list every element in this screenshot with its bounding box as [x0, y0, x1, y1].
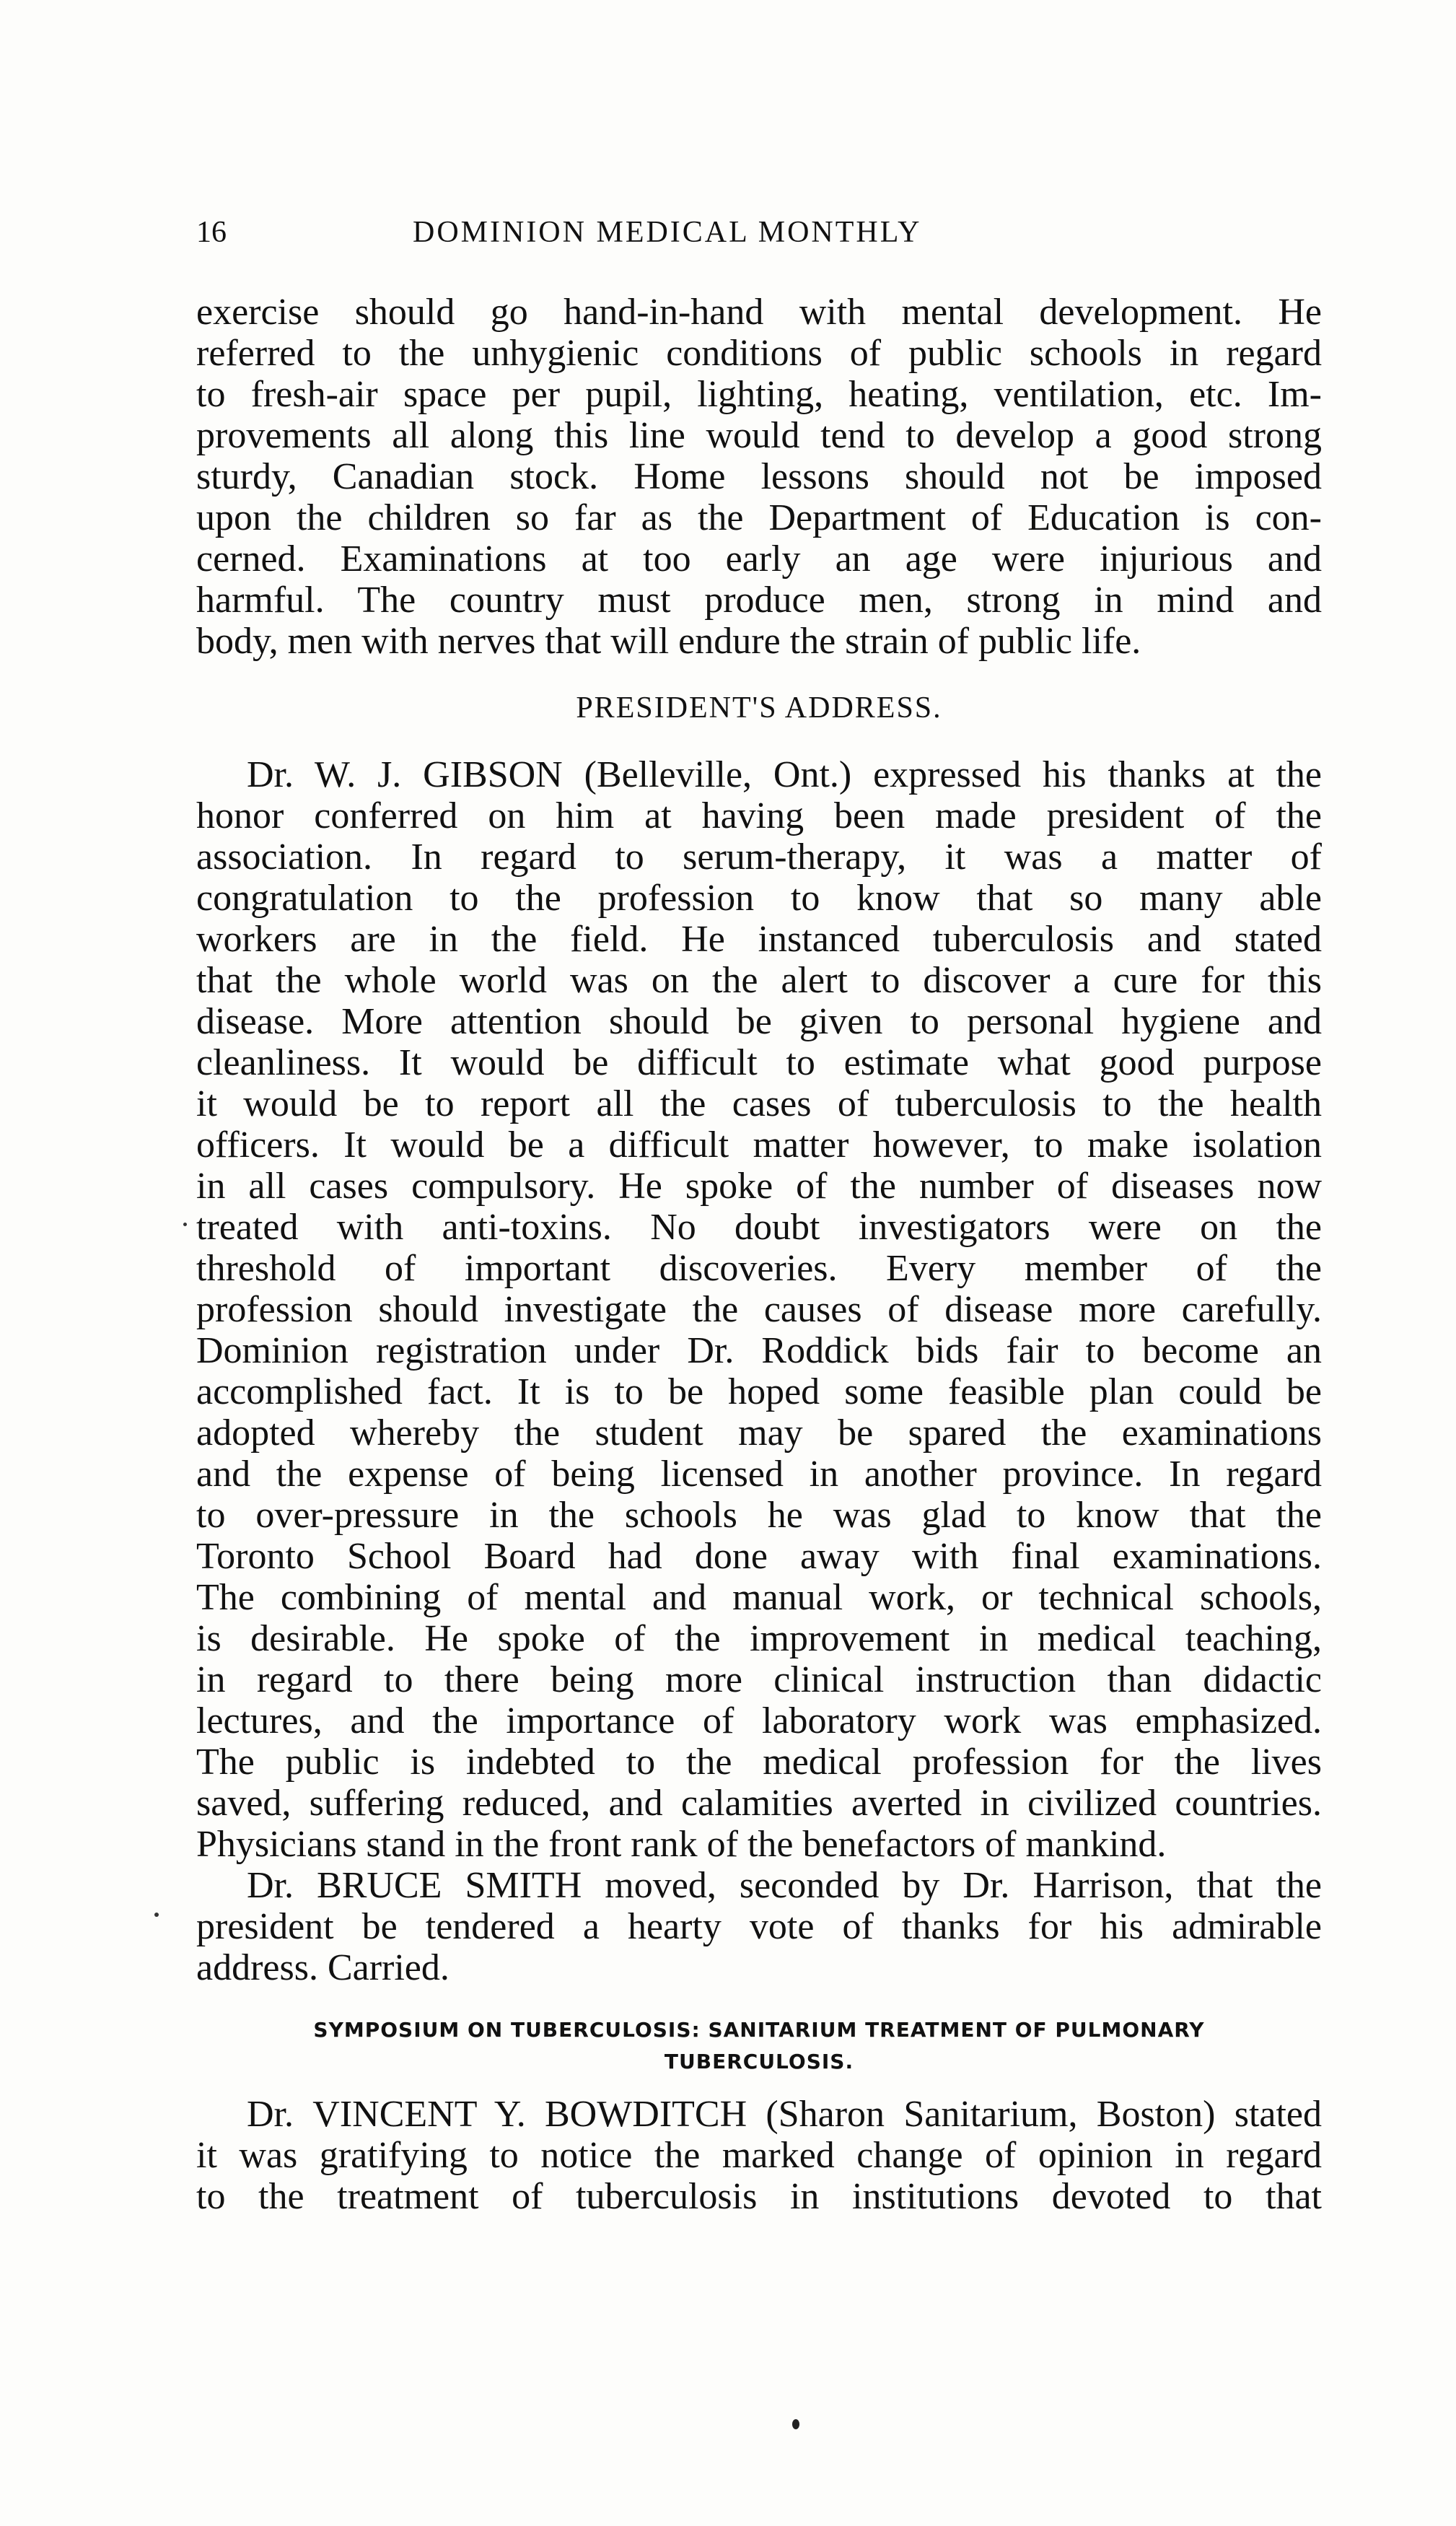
text-line: association. In regard to serum-therapy, it was a matter of [196, 836, 1322, 878]
paragraph-first-line [196, 1865, 1322, 1906]
heading-line: SYMPOSIUM ON TUBERCULOSIS: SANITARIUM TREATMENT OF PULMONARY [313, 2018, 1205, 2042]
text-line: The public is indebted to the medical profession for the lives [196, 1741, 1322, 1783]
paragraph-first-line [196, 754, 1322, 795]
text-line: sturdy, Canadian stock. Home lessons should not be imposed [196, 456, 1322, 497]
paragraph-presidents-address [196, 754, 1322, 1865]
text-line: accomplished fact. It is to be hoped some feasible plan could be [196, 1371, 1322, 1412]
text-line: referred to the unhygienic conditions of public schools in regard [196, 333, 1322, 374]
speaker-prefix: Dr. W. J. [247, 754, 424, 795]
text-line: Toronto School Board had done away with final examinations. [196, 1536, 1322, 1577]
text-line: body, men with nerves that will endure the strain of public life. [196, 621, 1141, 662]
text-line: adopted whereby the student may be spared the examinations [196, 1412, 1322, 1454]
text-line: president be tendered a hearty vote of thanks for his admirable [196, 1906, 1322, 1947]
text-line: lectures, and the importance of laboratory work was emphasized. [196, 1700, 1322, 1741]
paragraph-continued [196, 292, 1322, 662]
text-line: and the expense of being licensed in another province. In regard [196, 1454, 1322, 1495]
speaker-prefix: Dr. [247, 2094, 313, 2135]
text-line: officers. It would be a difficult matter however, to make isolation [196, 1124, 1322, 1166]
text-line: harmful. The country must produce men, strong in mind and [196, 580, 1322, 621]
text-line: Physicians stand in the front rank of the benefactors of mankind. [196, 1824, 1167, 1865]
text-line: is desirable. He spoke of the improvement in medical teaching, [196, 1618, 1322, 1659]
print-speck [154, 1913, 159, 1917]
body-text [196, 292, 1322, 2217]
first-line-text: moved, seconded by Dr. Harrison, that the [582, 1865, 1322, 1906]
text-line: profession should investigate the causes of disease more carefully. [196, 1289, 1322, 1330]
paragraph-symposium [196, 2094, 1322, 2217]
text-line: that the whole world was on the alert to discover a cure for this [196, 960, 1322, 1001]
speaker-name: GIBSON [423, 754, 563, 795]
speaker-name: VINCENT Y. BOWDITCH [312, 2094, 747, 2135]
text-line: threshold of important discoveries. Every member of the [196, 1248, 1322, 1289]
text-line: it was gratifying to notice the marked change of opinion in regard [196, 2135, 1322, 2176]
text-line: in regard to there being more clinical instruction than didactic [196, 1659, 1322, 1700]
text-line: to the treatment of tuberculosis in institutions devoted to that [196, 2176, 1322, 2217]
text-line: exercise should go hand-in-hand with mental development. He [196, 292, 1322, 333]
text-line: address. Carried. [196, 1947, 449, 1988]
first-line-text: (Sharon Sanitarium, Boston) stated [747, 2094, 1322, 2135]
text-line: saved, suffering reduced, and calamities averted in civilized countries. [196, 1783, 1322, 1824]
speaker-prefix: Dr. [247, 1865, 317, 1906]
running-head: DOMINION MEDICAL MONTHLY [413, 216, 922, 249]
paragraph-vote-of-thanks [196, 1865, 1322, 1988]
text-line: provements all along this line would tend to develop a good strong [196, 415, 1322, 456]
print-speck [183, 1223, 187, 1226]
speaker-name: BRUCE SMITH [317, 1865, 582, 1906]
text-line: disease. More attention should be given to personal hygiene and [196, 1001, 1322, 1042]
print-speck [792, 2419, 799, 2429]
text-line: Dominion registration under Dr. Roddick bids fair to become an [196, 1330, 1322, 1371]
first-line-text: (Belleville, Ont.) expressed his thanks at the [562, 754, 1322, 795]
text-line: it would be to report all the cases of tuberculosis to the health [196, 1083, 1322, 1124]
text-line: cerned. Examinations at too early an age were injurious and [196, 538, 1322, 580]
text-line: to over-pressure in the schools he was glad to know that the [196, 1495, 1322, 1536]
text-line: workers are in the field. He instanced tuberculosis and stated [196, 919, 1322, 960]
text-line: congratulation to the profession to know that so many able [196, 878, 1322, 919]
page-number: 16 [196, 216, 227, 249]
page-header [196, 211, 1322, 254]
text-line: upon the children so far as the Department of Education is con- [196, 497, 1322, 538]
text-line: honor conferred on him at having been made president of the [196, 795, 1322, 836]
text-line: The combining of mental and manual work, or technical schools, [196, 1577, 1322, 1618]
section-heading-symposium [196, 2014, 1322, 2078]
text-line: treated with anti-toxins. No doubt investigators were on the [196, 1207, 1322, 1248]
section-heading-presidents-address: PRESIDENT'S ADDRESS. [576, 691, 942, 725]
text-line: cleanliness. It would be difficult to estimate what good purpose [196, 1042, 1322, 1083]
text-line: in all cases compulsory. He spoke of the number of diseases now [196, 1166, 1322, 1207]
heading-line: TUBERCULOSIS. [664, 2050, 854, 2073]
paragraph-first-line [196, 2094, 1322, 2135]
text-line: to fresh-air space per pupil, lighting, heating, ventilation, etc. Im- [196, 374, 1322, 415]
